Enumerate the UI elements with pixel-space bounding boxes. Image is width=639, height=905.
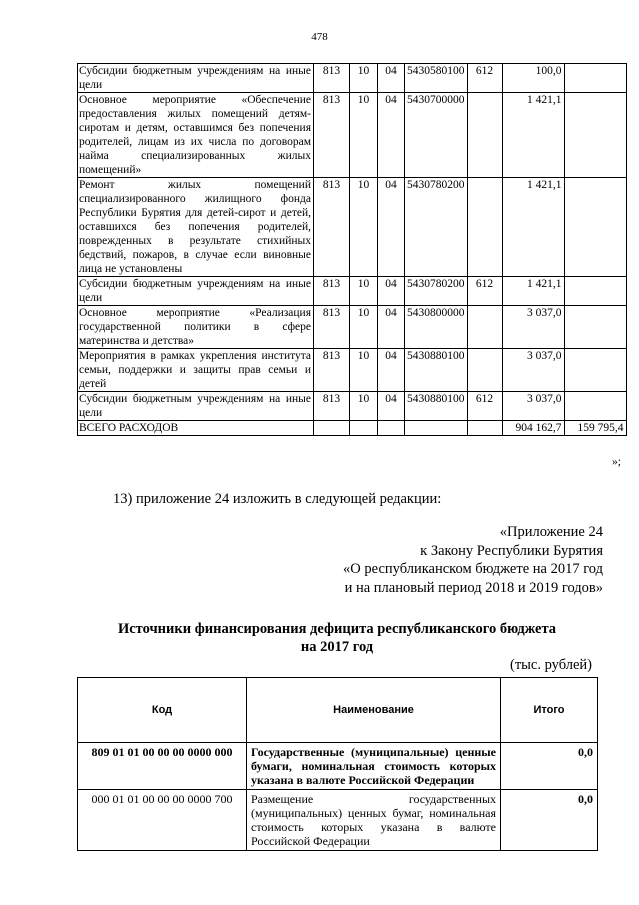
cell-section: 10 — [350, 178, 378, 277]
cell-expense-type — [467, 178, 502, 277]
cell-sum-2017: 3 037,0 — [502, 392, 564, 421]
header-code: Код — [78, 678, 247, 743]
cell-expense-type: 612 — [467, 277, 502, 306]
cell-sum-2017: 3 037,0 — [502, 349, 564, 392]
cell-expense-type — [467, 421, 502, 436]
cell-ministry — [314, 421, 350, 436]
cell-ministry: 813 — [314, 349, 350, 392]
cell-sum-extra — [564, 178, 626, 277]
cell-name: Ремонт жилых помещений специализированного жилищного фонда Республики Бурятия для детей-сирот и детей, оставшихся без попечения родителей, поврежденных в результате стихийных бедствий, пожаров, в случае если виновные лица не установлены — [78, 178, 314, 277]
budget-row — [78, 277, 627, 306]
sources-row — [78, 790, 598, 851]
budget-row — [78, 178, 627, 277]
cell-name: Основное мероприятие «Обеспечение предоставления жилых помещений детям-сиротам и детям, оставшимся без попечения родителей, лицам из их числа по договорам найма специализированных жилых помещений» — [78, 93, 314, 178]
cell-sum-2017: 1 421,1 — [502, 178, 564, 277]
budget-row — [78, 421, 627, 436]
appendix-line-3: «О республиканском бюджете на 2017 год — [343, 561, 603, 577]
units-label: (тыс. рублей) — [510, 657, 592, 673]
cell-sum-2017: 100,0 — [502, 64, 564, 93]
cell-expense-type: 612 — [467, 392, 502, 421]
cell-subsection: 04 — [378, 64, 405, 93]
item-13-text: 13) приложение 24 изложить в следующей редакции: — [113, 491, 442, 507]
cell-sum-extra — [564, 349, 626, 392]
budget-row — [78, 392, 627, 421]
budget-row — [78, 349, 627, 392]
cell-subsection: 04 — [378, 306, 405, 349]
cell-expense-type — [467, 306, 502, 349]
cell-source-name: Государственные (муниципальные) ценные бумаги, номинальная стоимость которых указана в валюте Российской Федерации — [247, 743, 501, 790]
document-title — [77, 620, 597, 656]
cell-sum-extra — [564, 277, 626, 306]
cell-target: 5430880100 — [405, 349, 468, 392]
cell-target — [405, 421, 468, 436]
cell-ministry: 813 — [314, 178, 350, 277]
title-line-1: Источники финансирования дефицита республиканского бюджета — [117, 621, 557, 637]
title-line-2: на 2017 год — [300, 639, 374, 655]
cell-sum-2017: 3 037,0 — [502, 306, 564, 349]
cell-name: ВСЕГО РАСХОДОВ — [78, 421, 314, 436]
budget-table — [77, 63, 627, 436]
budget-row — [78, 64, 627, 93]
cell-target: 5430780200 — [405, 277, 468, 306]
cell-section: 10 — [350, 306, 378, 349]
cell-subsection: 04 — [378, 277, 405, 306]
cell-ministry: 813 — [314, 64, 350, 93]
header-name: Наименование — [247, 678, 501, 743]
budget-row — [78, 93, 627, 178]
cell-sum-extra: 159 795,4 — [564, 421, 626, 436]
appendix-line-2: к Закону Республики Бурятия — [420, 542, 603, 559]
cell-subsection — [378, 421, 405, 436]
cell-ministry: 813 — [314, 93, 350, 178]
cell-sum-2017: 1 421,1 — [502, 93, 564, 178]
cell-sum-extra — [564, 306, 626, 349]
cell-sum-2017: 904 162,7 — [502, 421, 564, 436]
cell-ministry: 813 — [314, 277, 350, 306]
appendix-header — [343, 523, 603, 597]
header-total: Итого — [501, 678, 598, 743]
cell-target: 5430780200 — [405, 178, 468, 277]
cell-source-name: Размещение государственных (муниципальных) ценных бумаг, номинальная стоимость которых указана в валюте Российской Федерации — [247, 790, 501, 851]
cell-total: 0,0 — [501, 790, 598, 851]
cell-section: 10 — [350, 277, 378, 306]
appendix-line-4: и на плановый период 2018 и 2019 годов» — [344, 579, 603, 596]
cell-name: Основное мероприятие «Реализация государственной политики в сфере материнства и детства» — [78, 306, 314, 349]
cell-ministry: 813 — [314, 392, 350, 421]
cell-expense-type — [467, 93, 502, 178]
cell-target: 5430700000 — [405, 93, 468, 178]
cell-subsection: 04 — [378, 392, 405, 421]
cell-section: 10 — [350, 392, 378, 421]
cell-name: Субсидии бюджетным учреждениям на иные цели — [78, 392, 314, 421]
cell-target: 5430580100 — [405, 64, 468, 93]
cell-section: 10 — [350, 349, 378, 392]
sources-row — [78, 743, 598, 790]
sources-header-row — [78, 678, 598, 743]
cell-sum-extra — [564, 392, 626, 421]
cell-ministry: 813 — [314, 306, 350, 349]
cell-code: 000 01 01 00 00 00 0000 700 — [78, 790, 247, 851]
cell-name: Субсидии бюджетным учреждениям на иные цели — [78, 277, 314, 306]
cell-sum-extra — [564, 64, 626, 93]
cell-name: Субсидии бюджетным учреждениям на иные цели — [78, 64, 314, 93]
cell-target: 5430880100 — [405, 392, 468, 421]
page-number: 478 — [311, 31, 328, 43]
cell-total: 0,0 — [501, 743, 598, 790]
appendix-line-1: «Приложение 24 — [499, 524, 603, 540]
sources-table — [77, 677, 598, 851]
cell-name: Мероприятия в рамках укрепления института семьи, поддержки и защиты прав семьи и детей — [78, 349, 314, 392]
cell-section — [350, 421, 378, 436]
cell-expense-type — [467, 349, 502, 392]
cell-section: 10 — [350, 93, 378, 178]
cell-subsection: 04 — [378, 178, 405, 277]
cell-subsection: 04 — [378, 349, 405, 392]
cell-sum-2017: 1 421,1 — [502, 277, 564, 306]
cell-sum-extra — [564, 93, 626, 178]
closing-mark: »; — [612, 456, 621, 468]
cell-target: 5430800000 — [405, 306, 468, 349]
budget-row — [78, 306, 627, 349]
cell-code: 809 01 01 00 00 00 0000 000 — [78, 743, 247, 790]
cell-expense-type: 612 — [467, 64, 502, 93]
cell-section: 10 — [350, 64, 378, 93]
cell-subsection: 04 — [378, 93, 405, 178]
